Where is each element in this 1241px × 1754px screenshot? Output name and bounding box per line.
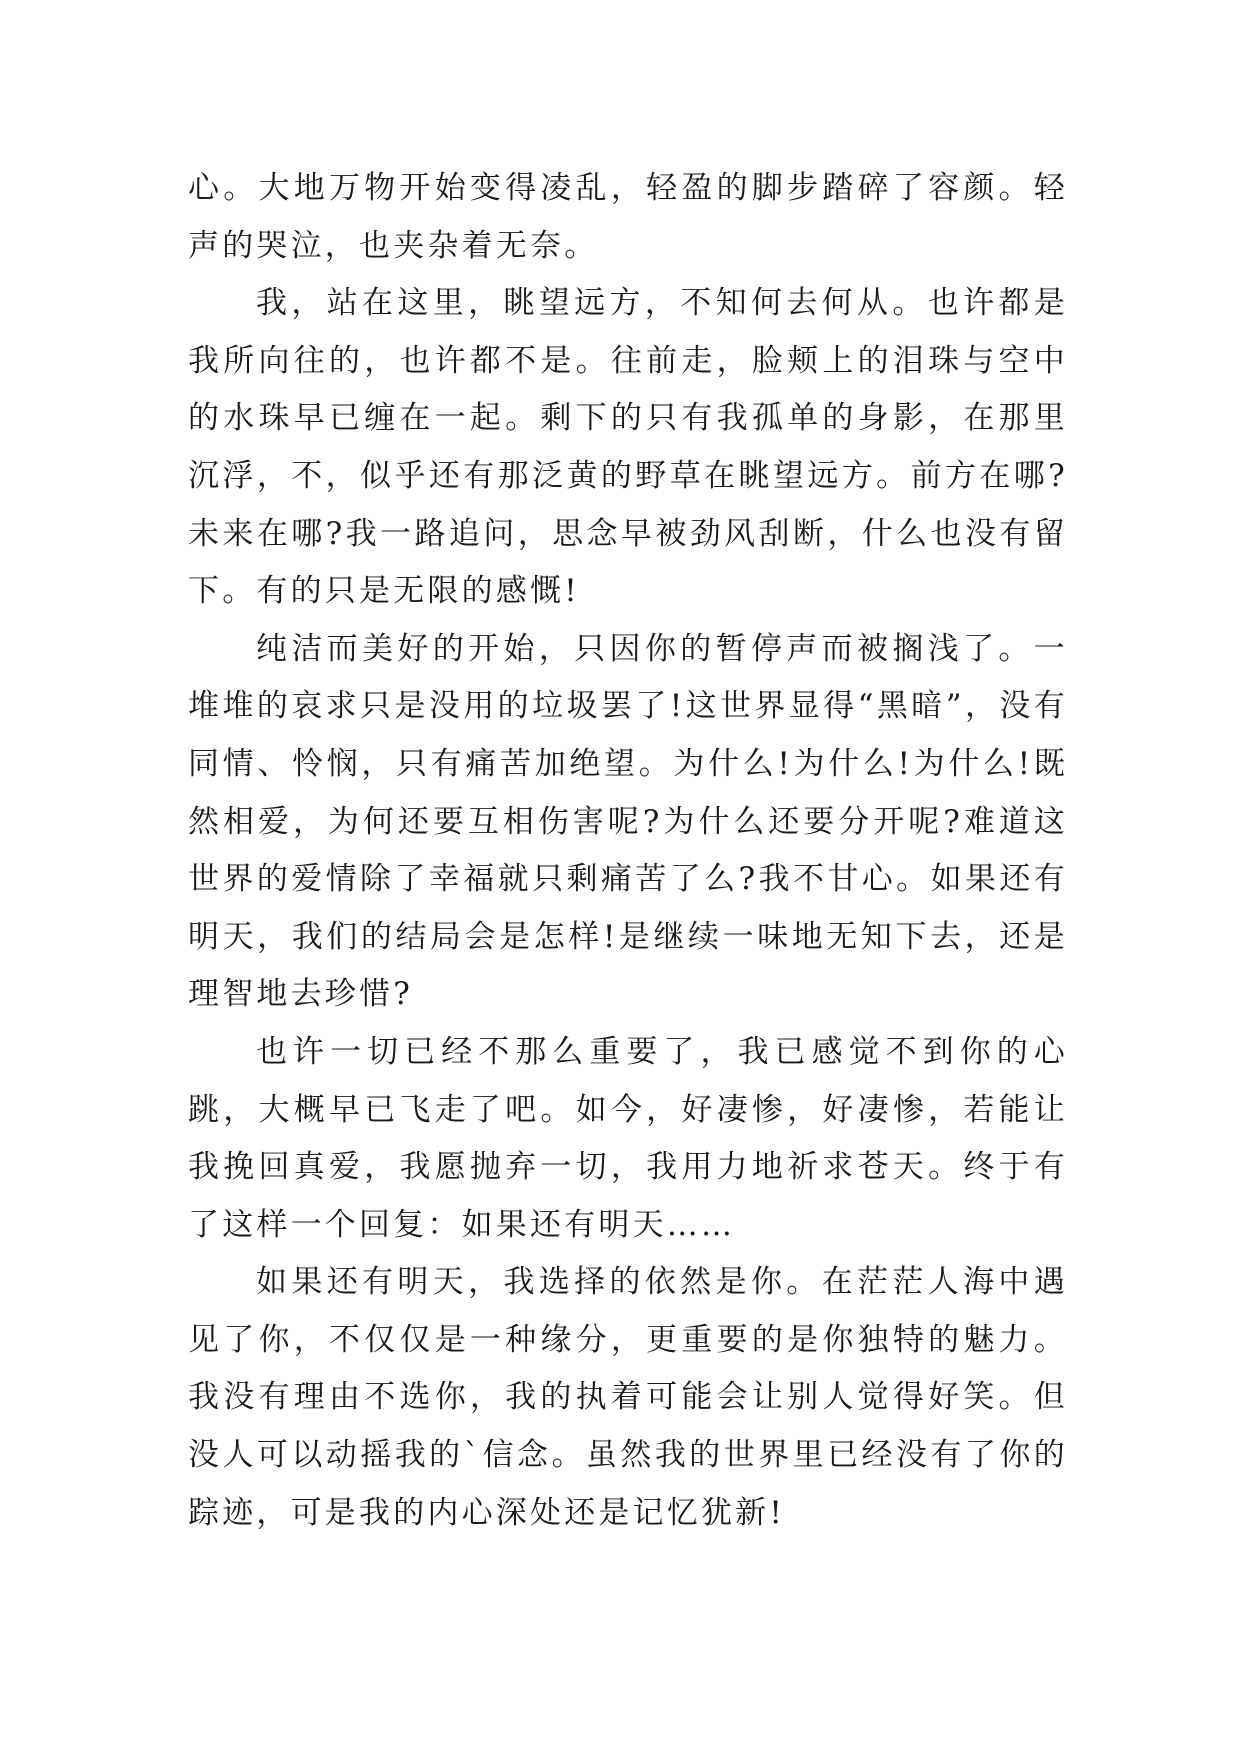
paragraph-2: 我，站在这里，眺望远方，不知何去何从。也许都是我所向往的，也许都不是。往前走，脸颊上的泪珠与空中的水珠早已缠在一起。剩下的只有我孤单的身影，在那里沉浮，不，似乎还有那泛黄的野草在眺望远方。前方在哪?未来在哪?我一路追问，思念早被劲风刮断，什么也没有留下。有的只是无限的感慨! [188,285,1068,610]
paragraph-3: 纯洁而美好的开始，只因你的暂停声而被搁浅了。一堆堆的哀求只是没用的垃圾罢了!这世界显得“黑暗”，没有同情、怜悯，只有痛苦加绝望。为什么!为什么!为什么!既然相爱，为何还要互相伤害呢?为什么还要分开呢?难道这世界的爱情除了幸福就只剩痛苦了么?我不甘心。如果还有明天，我们的结局会是怎样!是继续一味地无知下去，还是理智地去珍惜? [188,630,1068,1013]
paragraph-4: 也许一切已经不那么重要了，我已感觉不到你的心跳，大概早已飞走了吧。如今，好凄惨，好凄惨，若能让我挽回真爱，我愿抛弃一切，我用力地祈求苍天。终于有了这样一个回复：如果还有明天…… [188,1033,1068,1243]
paragraph-5: 如果还有明天，我选择的依然是你。在茫茫人海中遇见了你，不仅仅是一种缘分，更重要的是你独特的魅力。我没有理由不选你，我的执着可能会让别人觉得好笑。但没人可以动摇我的`信念。虽然我的世界里已经没有了你的踪迹，可是我的内心深处还是记忆犹新! [188,1264,1068,1531]
document-body [188,160,1068,1542]
paragraph-1: 心。大地万物开始变得凌乱，轻盈的脚步踏碎了容颜。轻声的哭泣，也夹杂着无奈。 [188,170,1068,264]
